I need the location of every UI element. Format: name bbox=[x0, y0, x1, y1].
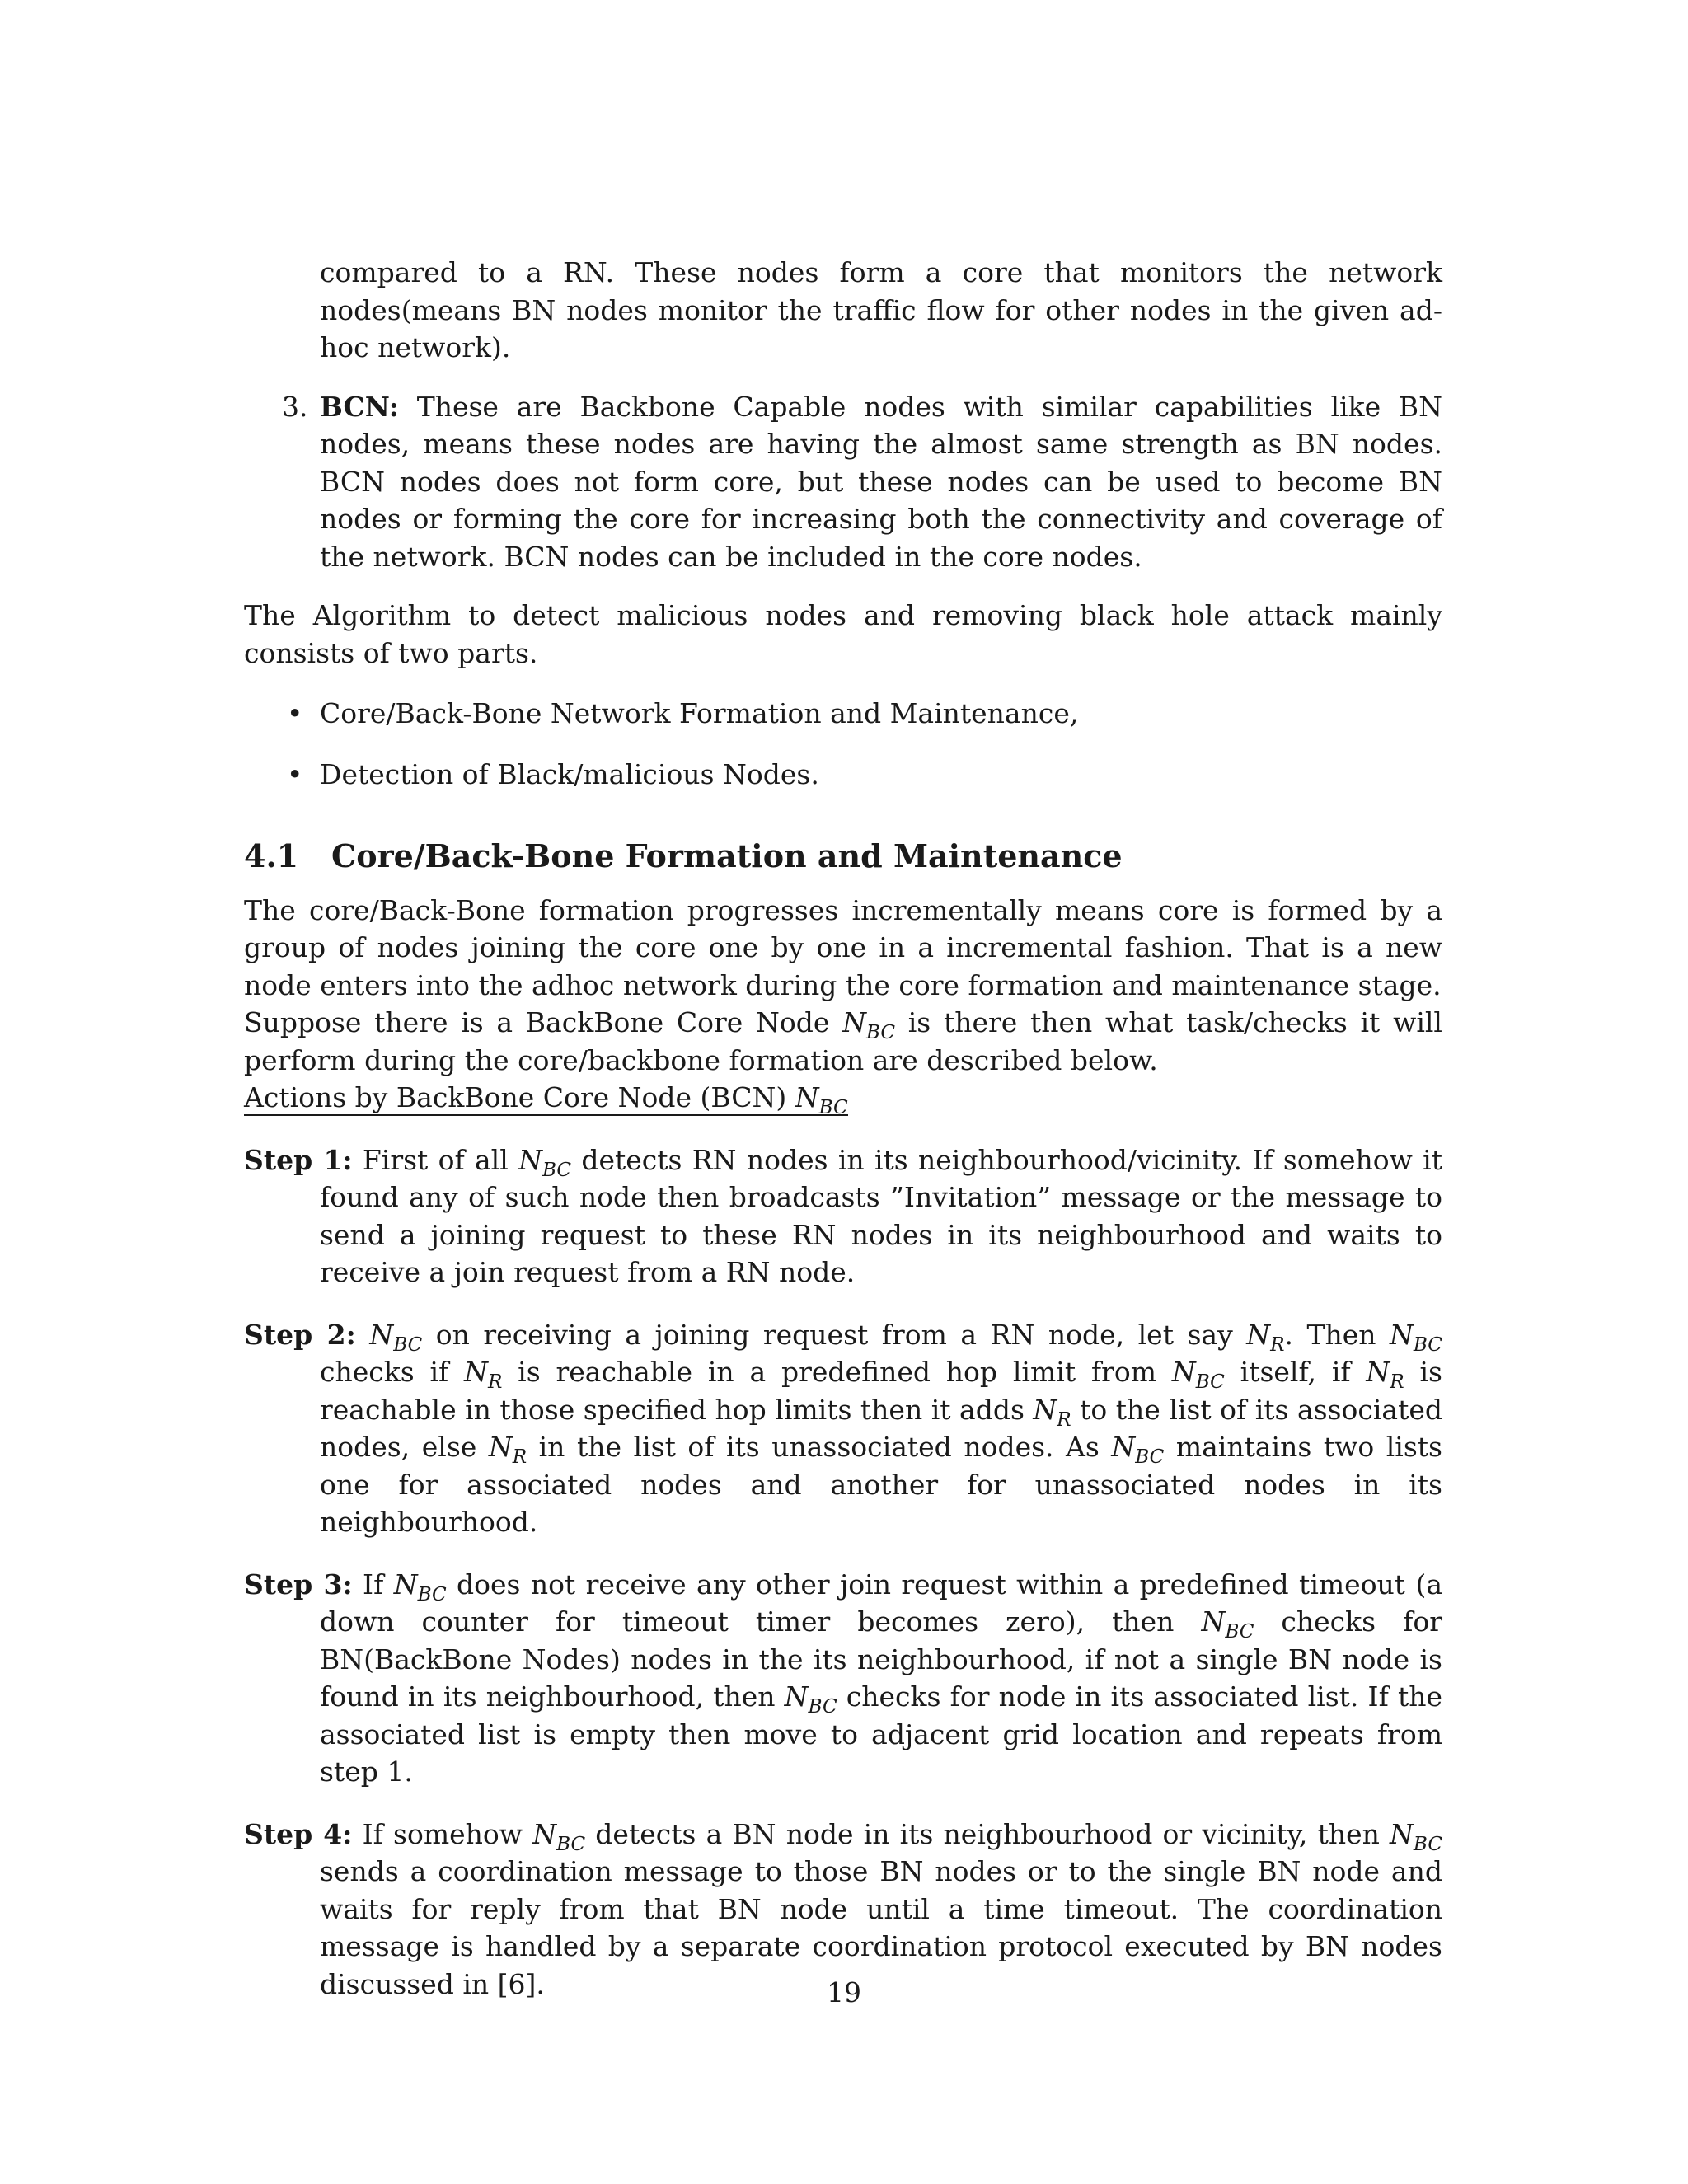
section-paragraph-2 bbox=[244, 1004, 1442, 1079]
step-3: Step 3: If $N_{BC}$ does not receive any other join request within a predefined timeout (a down counter for timeout timer becomes zero), then $N_{BC}$ checks for BN(BackBone Nodes) nodes in the its neighbourhood, if not a single BN node is found in its neighbourhood, then $N_{BC}$ checks for node in its associated list. If the associated list is empty then move to adjacent grid location and repeats from step 1. bbox=[244, 1568, 1442, 1788]
page-number: 19 bbox=[827, 1976, 861, 2008]
actions-label-text: Actions by BackBone Core Node (BCN) bbox=[244, 1081, 795, 1113]
section-heading bbox=[244, 837, 1442, 875]
step-4: Step 4: If somehow $N_{BC}$ detects a BN node in its neighbourhood or vicinity, then $N_{BC}$ sends a coordination message to those BN nodes or to the single BN node and waits for reply from that BN node until a time timeout. The coordination message is handled by a separate coordination protocol executed by BN nodes discussed in [6]. bbox=[244, 1817, 1442, 2000]
section-paragraph-1: The core/Back-Bone formation progresses incrementally means core is formed by a group of nodes joining the core one by one in a incremental fashion. That is a new node enters into the adhoc network during the core formation and maintenance stage. bbox=[244, 893, 1442, 1001]
bullet-text: Detection of Black/malicious Nodes. bbox=[320, 757, 819, 790]
intro-paragraph: The Algorithm to detect malicious nodes and removing black hole attack mainly consists of two parts. bbox=[244, 599, 1442, 669]
math-nr: $N_R$ bbox=[1033, 1393, 1071, 1431]
actions-label bbox=[244, 1079, 1442, 1117]
math-nbc: $N_{BC}$ bbox=[1111, 1431, 1165, 1469]
math-nbc: $N_{BC}$ bbox=[532, 1817, 586, 1855]
page-body bbox=[244, 254, 1442, 2003]
step-label: Step 4: bbox=[244, 1817, 353, 1850]
math-nbc: $N_{BC}$ bbox=[369, 1318, 423, 1356]
math-nr: $N_R$ bbox=[1366, 1356, 1404, 1394]
math-nbc: $N_{BC}$ bbox=[842, 1006, 896, 1044]
math-nbc: $N_{BC}$ bbox=[1390, 1817, 1442, 1855]
math-nr: $N_R$ bbox=[488, 1431, 528, 1469]
bullet-item bbox=[287, 756, 1442, 794]
math-nr: $N_R$ bbox=[1246, 1318, 1285, 1356]
math-nbc: $N_{BC}$ bbox=[795, 1081, 848, 1119]
math-nbc: $N_{BC}$ bbox=[518, 1143, 572, 1181]
list-item-bcn bbox=[244, 388, 1442, 576]
continuation-line-1: compared to a RN. These nodes form a core that monitors the network nodes(means bbox=[320, 256, 1442, 326]
bullet-item bbox=[287, 695, 1442, 733]
paragraph-text: Suppose there is a BackBone Core Node bbox=[244, 1006, 843, 1038]
math-nbc: $N_{BC}$ bbox=[784, 1680, 837, 1718]
continuation-paragraph bbox=[244, 254, 1442, 367]
section-number: 4.1 bbox=[244, 837, 299, 874]
math-nbc: $N_{BC}$ bbox=[1390, 1318, 1442, 1356]
math-nbc: $N_{BC}$ bbox=[1171, 1356, 1225, 1394]
math-nbc: $N_{BC}$ bbox=[393, 1568, 447, 1605]
step-1: Step 1: First of all $N_{BC}$ detects RN nodes in its neighbourhood/vicinity. If somehow it found any of such node then broadcasts ”Invitation” message or the message to send a joining request to these RN nodes in its neighbourhood and waits to receive a join request from a RN node. bbox=[244, 1143, 1442, 1288]
list-item-text: These are Backbone Capable nodes with similar capabilities like BN nodes, means these nodes are having the almost same strength as BN nodes. BCN nodes does not form core, but these nodes can be used to become BN nodes or forming the core for increasing both the connectivity and coverage of the network. BCN nodes can be included in the core nodes. bbox=[320, 390, 1442, 573]
step-label: Step 3: bbox=[244, 1568, 353, 1601]
bullet-text: Core/Back-Bone Network Formation and Maintenance, bbox=[320, 697, 1079, 729]
bullet-icon: • bbox=[287, 757, 303, 790]
math-nbc: $N_{BC}$ bbox=[1201, 1605, 1254, 1643]
section-title: Core/Back-Bone Formation and Maintenance bbox=[331, 837, 1123, 874]
bullet-icon: • bbox=[287, 697, 303, 729]
math-nr: $N_R$ bbox=[464, 1356, 503, 1394]
step-label: Step 1: bbox=[244, 1143, 353, 1176]
list-item-term: BCN: bbox=[320, 390, 399, 423]
bullet-list bbox=[244, 695, 1442, 793]
continuation-line-2: BN nodes monitor the traffic flow for other nodes in the given ad-hoc network). bbox=[320, 293, 1442, 363]
step-label: Step 2: bbox=[244, 1318, 356, 1351]
step-2: Step 2: $N_{BC}$ on receiving a joining request from a RN node, let say $N_R$. Then $N_{BC}$ checks if $N_R$ is reachable in a predefined hop limit from $N_{BC}$ itself, if $N_R$ is reachable in those specified hop limits then it adds $N_R$ to the list of its associated nodes, else $N_R$ in the list of its unassociated nodes. As $N_{BC}$ maintains two lists one for associated nodes and another for unassociated nodes in its neighbourhood. bbox=[244, 1318, 1442, 1538]
list-item-number: 3. bbox=[282, 390, 308, 423]
paragraph-text: is there then what task/checks it will perform during the core/backbone formation are described below. bbox=[244, 1006, 1442, 1076]
